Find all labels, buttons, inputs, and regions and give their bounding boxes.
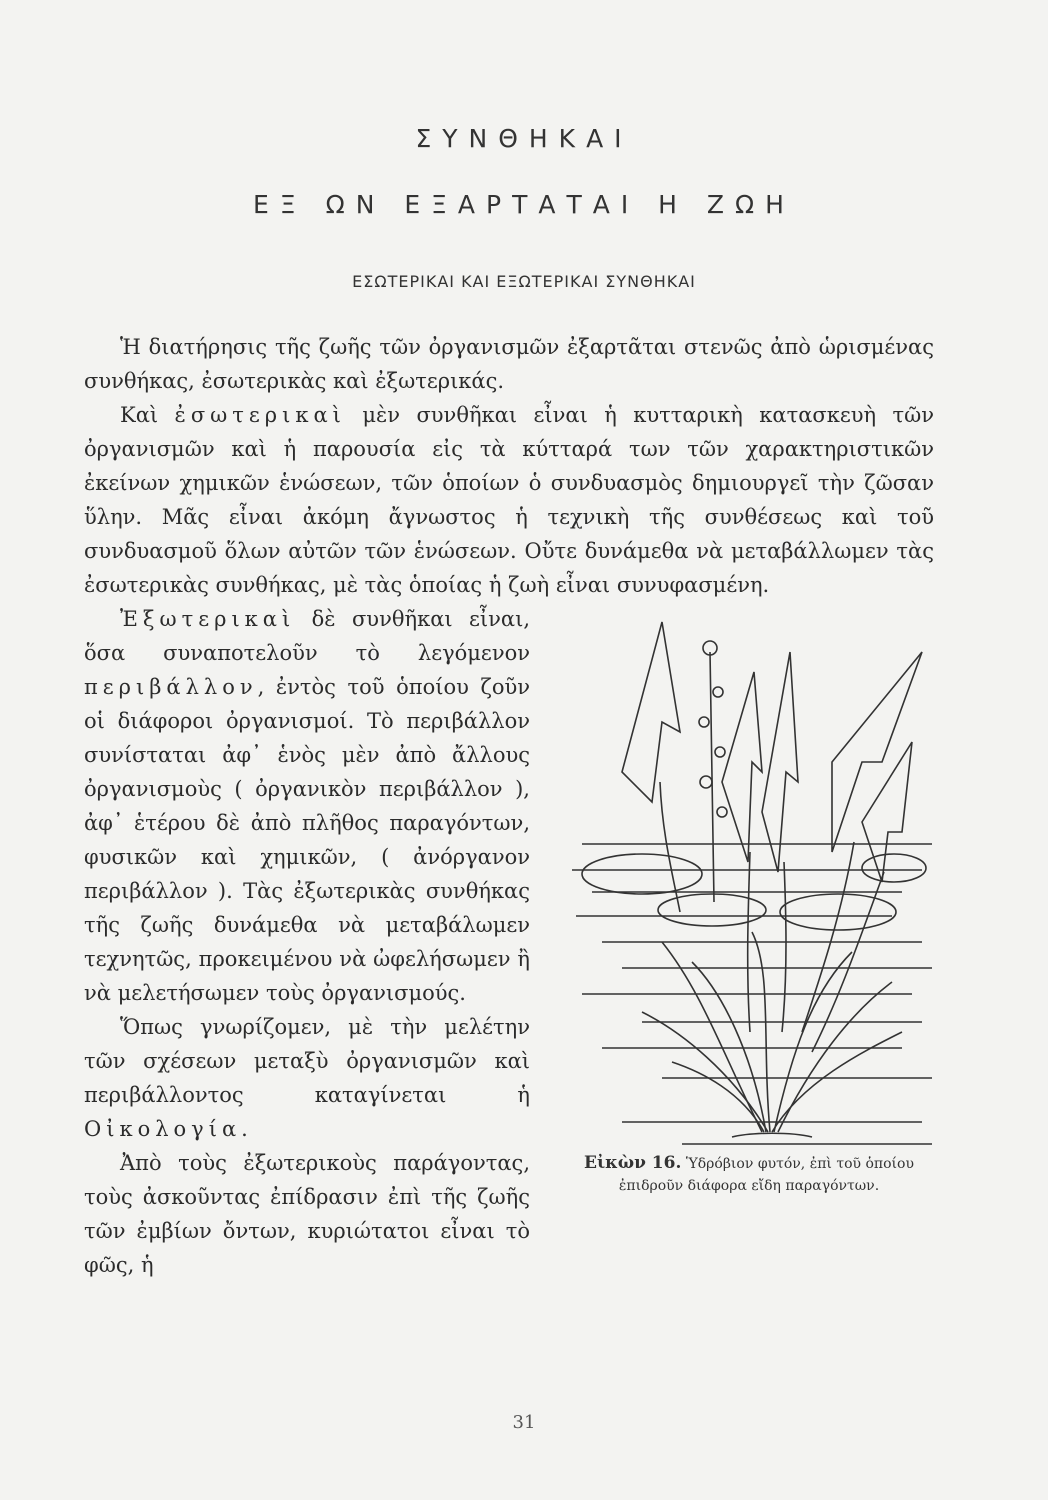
emphasis-environment: περιβάλλον — [84, 675, 258, 699]
body-text — [84, 330, 934, 1282]
figure-label: Εἰκὼν 16. — [583, 1153, 682, 1173]
paragraph-3-rest: , ἐντὸς τοῦ ὁποίου ζοῦν οἱ διάφοροι ὀργανισμοί. Τὸ περιβάλλον συνίσταται ἀφ᾽ ἑνὸς μὲν ἀπὸ ἄλλους ὀργανισμοὺς ( ὀργανικὸν περιβάλλον ), ἀφ᾽ ἑτέρου δὲ ἀπὸ πλῆθος παραγόντων, φυσικῶν καὶ χημικῶν, ( ἀνόργανον περιβάλλον ). Τὰς ἐξωτερικὰς συνθήκας τῆς ζωῆς δυνάμεθα νὰ μεταβάλωμεν τεχνητῶς, προκειμένου νὰ ὠφελήσωμεν ἢ νὰ μελετήσωμεν τοὺς ὀργανισμούς. — [84, 675, 530, 1005]
emphasis-internal: ἐσωτερικαὶ — [174, 403, 346, 427]
chapter-title-line1: ΣΥΝΘΗΚΑΙ — [415, 124, 633, 153]
paragraph-5: Ἀπὸ τοὺς ἐξωτερικοὺς παράγοντας, τοὺς ἀσκοῦντας ἐπίδρασιν ἐπὶ τῆς ζωῆς τῶν ἐμβίων ὄντων, κυριώτατοι εἶναι τὸ φῶς, ἡ — [84, 1151, 530, 1277]
paragraph-2-start: Καὶ — [120, 403, 175, 427]
paragraph-2 — [84, 398, 934, 602]
figure-block — [550, 612, 948, 1264]
page-number: 31 — [512, 1412, 536, 1433]
paragraph-4-end: . — [241, 1117, 248, 1141]
chapter-title-line2: ΕΞ ΩΝ ΕΞΑΡΤΑΤΑΙ Η ΖΩΗ — [253, 190, 795, 219]
section-subtitle: ΕΣΩΤΕΡΙΚΑΙ ΚΑΙ ΕΞΩΤΕΡΙΚΑΙ ΣΥΝΘΗΚΑΙ — [352, 272, 696, 291]
paragraph-4-start: Ὅπως γνωρίζομεν, μὲ τὴν μελέτην τῶν σχέσεων μεταξὺ ὀργανισμῶν καὶ περιβάλλοντος καταγίνεται ἡ — [84, 1015, 530, 1107]
figure-caption — [550, 1152, 948, 1197]
aquatic-plant-illustration-icon — [562, 612, 942, 1152]
figure-caption-text: Ὑδρόβιον φυτόν, ἐπὶ τοῦ ὁποίου ἐπιδροῦν διάφορα εἴδη παραγόντων. — [618, 1156, 914, 1194]
paragraph-1: Ἡ διατήρησις τῆς ζωῆς τῶν ὀργανισμῶν ἐξαρτᾶται στενῶς ἀπὸ ὡρισμένας συνθήκας, ἐσωτερικὰς καὶ ἐξωτερικάς. — [84, 335, 934, 393]
emphasis-ecology: Οἰκολογία — [84, 1117, 242, 1141]
emphasis-external: Ἐξωτερικαὶ — [120, 607, 296, 631]
paragraph-3-mid: δὲ συνθῆκαι εἶναι, ὅσα συναποτελοῦν τὸ λεγόμενον — [84, 607, 530, 665]
paragraph-2-rest: μὲν συνθῆκαι εἶναι ἡ κυτταρικὴ κατασκευὴ τῶν ὀργανισμῶν καὶ ἡ παρουσία εἰς τὰ κύτταρά των τῶν χαρακτηριστικῶν ἐκείνων χημικῶν ἑνώσεων, τῶν ὁποίων ὁ συνδυασμὸς δημιουργεῖ τὴν ζῶσαν ὕλην. Μᾶς εἶναι ἀκόμη ἄγνωστος ἡ τεχνικὴ τῆς συνθέσεως καὶ τοῦ συνδυασμοῦ ὅλων αὐτῶν τῶν ἑνώσεων. Οὔτε δυνάμεθα νὰ μεταβάλλωμεν τὰς ἐσωτερικὰς συνθήκας, μὲ τὰς ὁποίας ἡ ζωὴ εἶναι συνυφασμένη. — [84, 403, 935, 597]
